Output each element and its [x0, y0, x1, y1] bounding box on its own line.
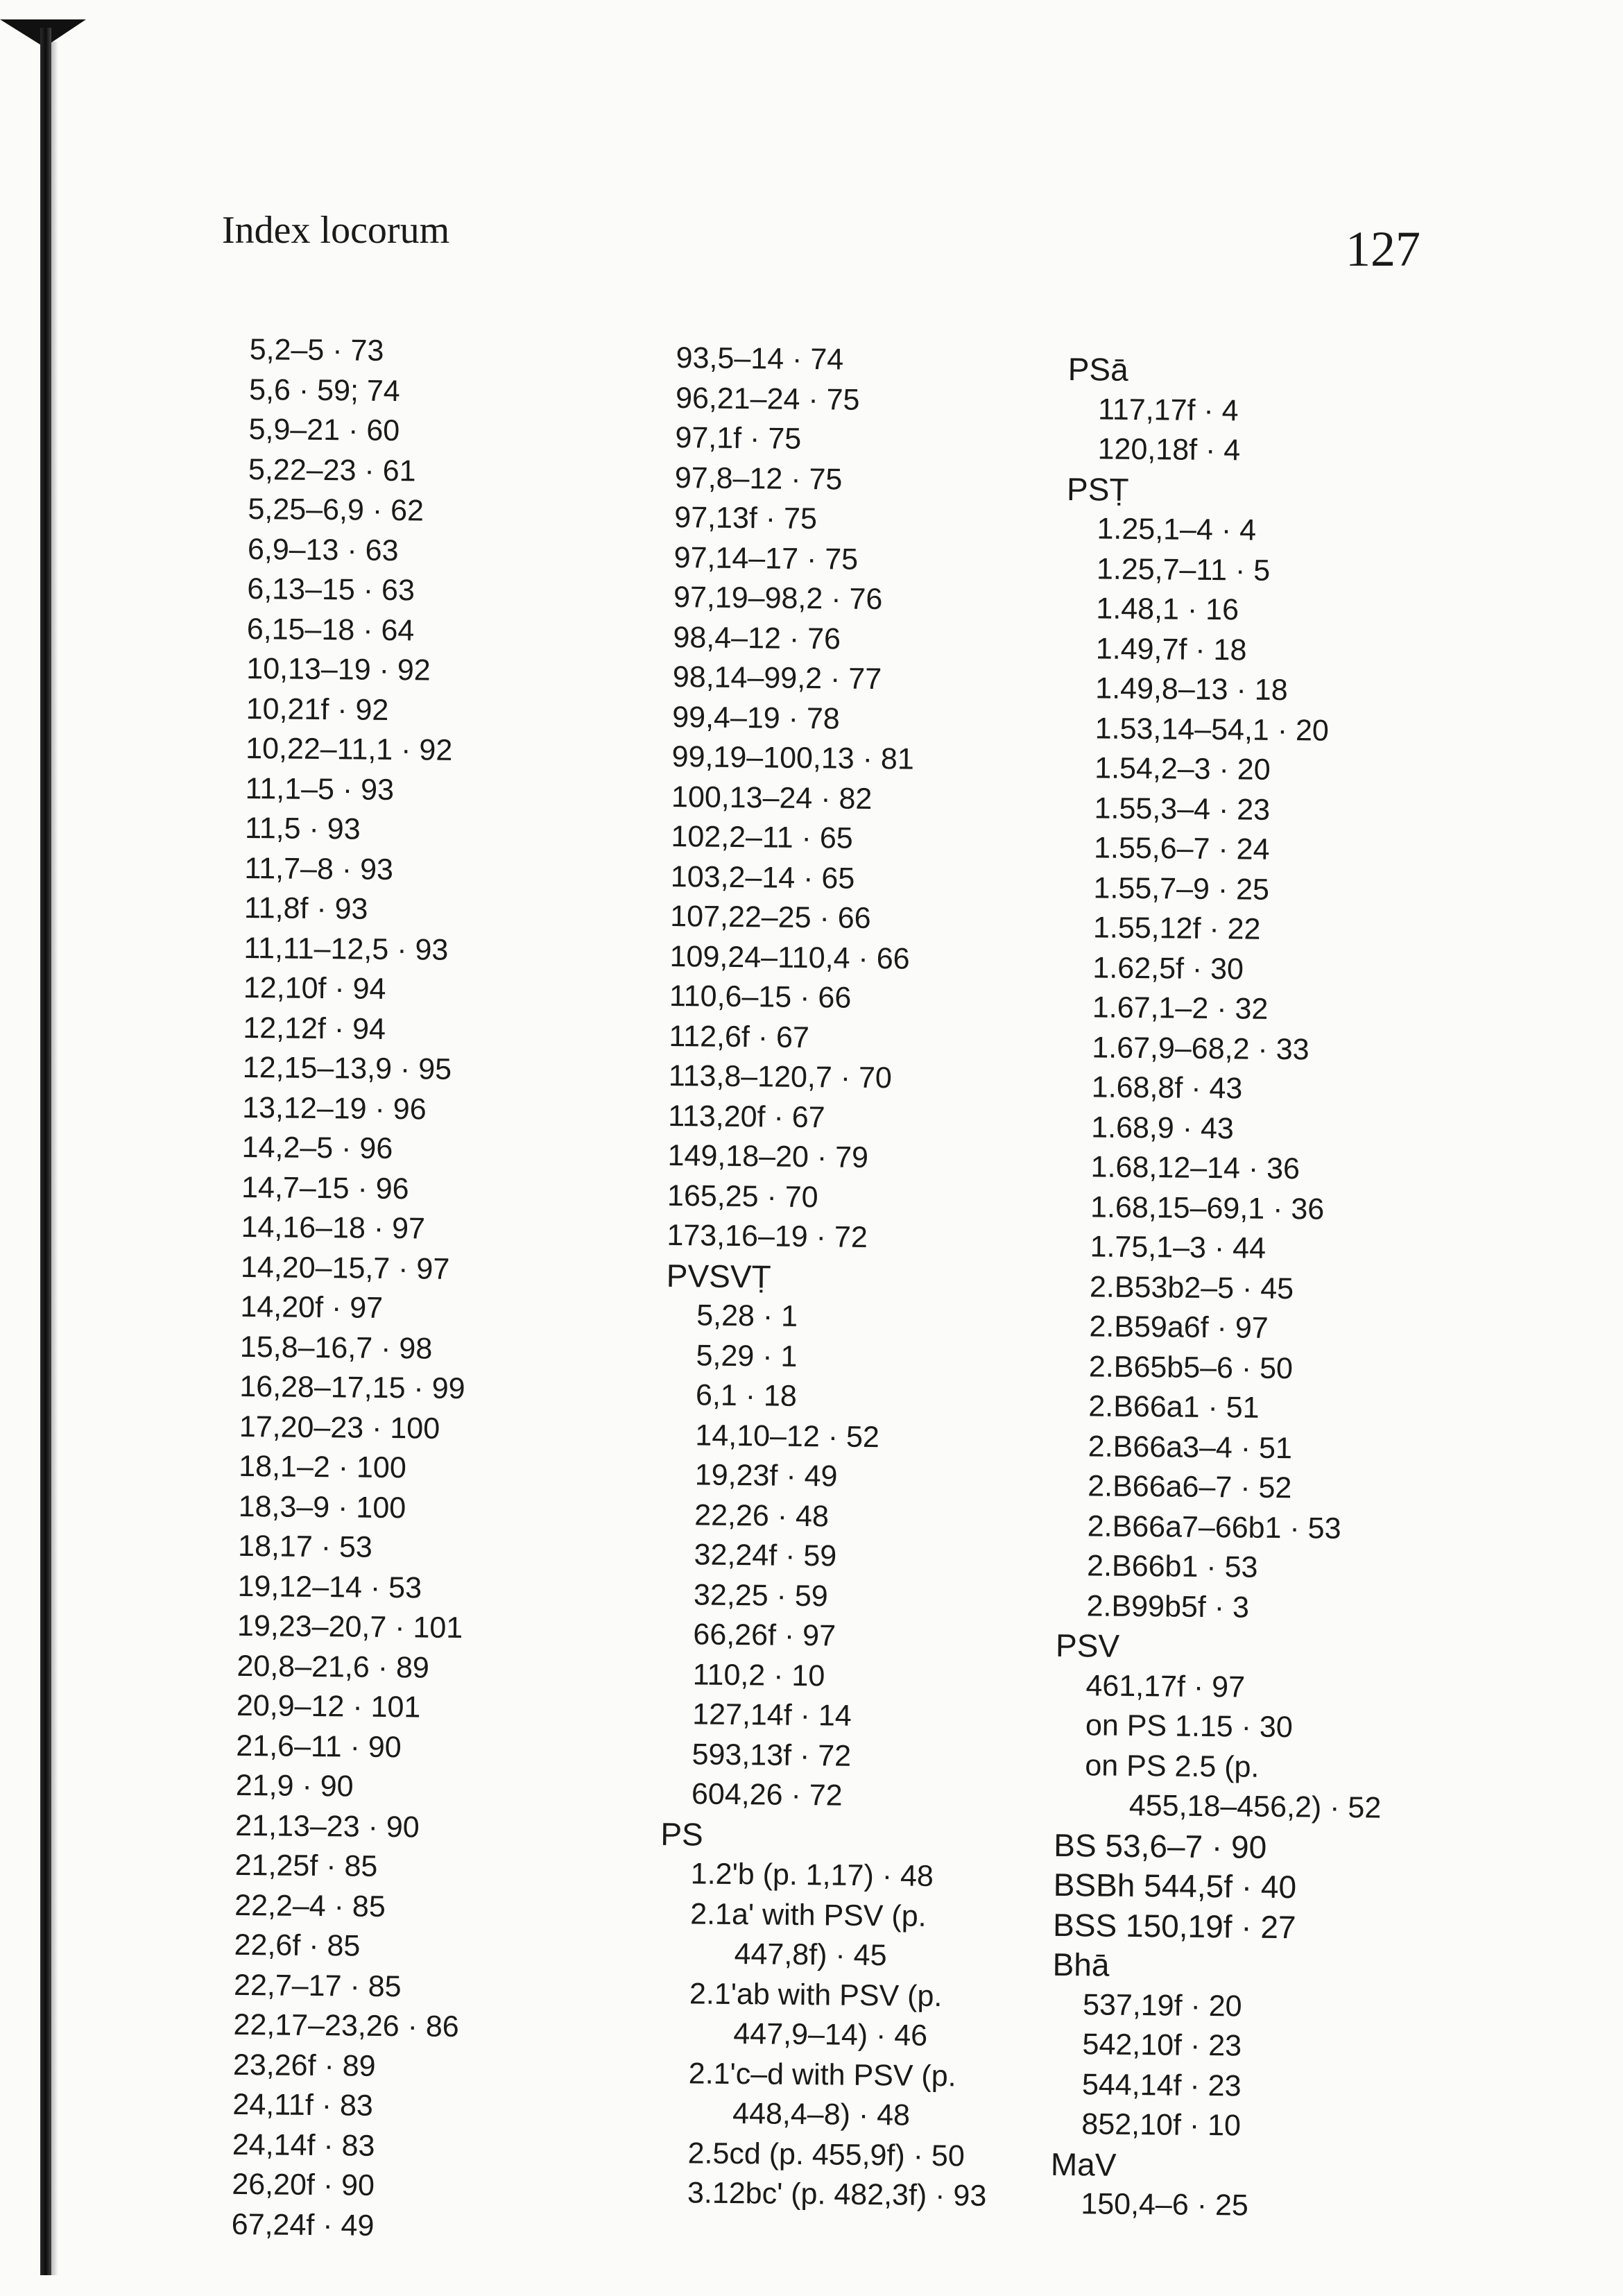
index-heading: PSṬ [1066, 470, 1129, 508]
index-entry-continuation: 448,4–8) · 48 [732, 2096, 911, 2132]
index-entry-continuation: 447,9–14) · 46 [733, 2016, 928, 2053]
index-entry: 5,6 · 59; 74 [248, 372, 400, 408]
index-entry: 98,14–99,2 · 77 [672, 660, 882, 696]
index-subentry: 593,13f · 72 [692, 1737, 852, 1773]
index-entry: 113,8–120,7 · 70 [668, 1059, 893, 1095]
index-entry: 5,2–5 · 73 [249, 332, 384, 368]
index-entry: 22,17–23,26 · 86 [233, 2007, 459, 2044]
index-heading: PSV [1055, 1627, 1120, 1664]
index-subentry: on PS 1.15 · 30 [1085, 1708, 1294, 1745]
index-entry: 21,9 · 90 [235, 1768, 354, 1804]
index-subentry: 1.49,8–13 · 18 [1095, 671, 1288, 708]
index-subentry: 1.68,9 · 43 [1091, 1110, 1235, 1145]
index-entry: 21,13–23 · 90 [235, 1808, 420, 1844]
index-subentry: 1.49,7f · 18 [1095, 631, 1247, 667]
index-entry: 97,1f · 75 [675, 420, 802, 456]
index-entry: 5,22–23 · 61 [248, 452, 416, 488]
index-subentry: 537,19f · 20 [1082, 1987, 1242, 2023]
index-entry: 18,17 · 53 [237, 1529, 373, 1564]
index-entry: 6,15–18 · 64 [246, 612, 415, 647]
index-heading: BSBh 544,5f · 40 [1053, 1866, 1297, 1905]
index-subentry: 32,24f · 59 [694, 1538, 837, 1573]
index-entry: 173,16–19 · 72 [667, 1218, 868, 1254]
index-entry: 18,3–9 · 100 [238, 1489, 406, 1525]
index-subentry: 2.B66b1 · 53 [1086, 1549, 1258, 1584]
index-heading: Bhā [1052, 1946, 1110, 1983]
index-subentry: 19,23f · 49 [694, 1458, 838, 1493]
index-entry: 107,22–25 · 66 [670, 899, 871, 935]
index-subentry: 1.48,1 · 16 [1096, 592, 1239, 627]
index-column-3 [1050, 350, 1395, 2227]
page-number: 127 [1346, 221, 1420, 277]
scan-gutter-shadow [51, 42, 58, 2275]
index-entry: 11,8f · 93 [243, 891, 368, 926]
index-entry: 67,24f · 49 [231, 2207, 375, 2243]
index-entry: 11,7–8 · 93 [244, 851, 394, 886]
index-subentry: 1.55,7–9 · 25 [1093, 871, 1270, 907]
index-entry: 109,24–110,4 · 66 [669, 939, 910, 976]
index-entry: 112,6f · 67 [669, 1019, 810, 1054]
index-entry: 21,6–11 · 90 [236, 1729, 402, 1764]
index-entry: 93,5–14 · 74 [676, 341, 844, 377]
index-entry: 12,10f · 94 [243, 970, 386, 1006]
index-subentry: 1.55,6–7 · 24 [1093, 831, 1270, 866]
index-column-1 [232, 330, 476, 2247]
index-column-2 [657, 339, 1006, 2216]
index-entry: 10,21f · 92 [246, 692, 389, 727]
index-subentry: 2.1'ab with PSV (p. [689, 1976, 943, 2013]
index-entry: 22,6f · 85 [234, 1928, 361, 1963]
index-subentry: 1.25,7–11 · 5 [1096, 551, 1271, 588]
index-subentry: 6,1 · 18 [695, 1378, 798, 1413]
index-entry-continuation: 447,8f) · 45 [734, 1937, 887, 1973]
index-entry: 18,1–2 · 100 [239, 1449, 406, 1485]
index-entry: 5,9–21 · 60 [248, 412, 400, 448]
index-entry: 14,2–5 · 96 [241, 1130, 393, 1166]
index-subentry: 544,14f · 23 [1081, 2067, 1242, 2103]
index-entry: 22,2–4 · 85 [234, 1888, 386, 1924]
index-entry: 14,20f · 97 [240, 1290, 384, 1325]
index-heading: MaV [1050, 2145, 1117, 2183]
index-subentry: 2.B65b5–6 · 50 [1088, 1349, 1294, 1385]
index-subentry: 1.68,8f · 43 [1091, 1070, 1243, 1106]
index-entry: 16,28–17,15 · 99 [239, 1369, 465, 1406]
index-entry: 97,8–12 · 75 [674, 461, 843, 497]
index-subentry: 2.B66a3–4 · 51 [1088, 1429, 1293, 1465]
scan-gutter-line [40, 28, 51, 2275]
index-entry: 100,13–24 · 82 [671, 780, 873, 816]
index-entry: 24,11f · 83 [232, 2087, 374, 2123]
index-subentry: 22,26 · 48 [694, 1498, 830, 1533]
index-heading: BS 53,6–7 · 90 [1054, 1826, 1267, 1865]
index-entry: 26,20f · 90 [232, 2167, 375, 2202]
index-subentry: 1.54,2–3 · 20 [1094, 751, 1271, 787]
index-subentry: 1.53,14–54,1 · 20 [1094, 711, 1330, 748]
index-subentry: 66,26f · 97 [693, 1618, 836, 1653]
index-entry: 14,7–15 · 96 [241, 1170, 409, 1206]
index-entry: 11,5 · 93 [244, 811, 361, 846]
index-entry: 21,25f · 85 [234, 1848, 378, 1883]
index-entry: 20,9–12 · 101 [236, 1688, 421, 1724]
index-subentry: 1.68,12–14 · 36 [1090, 1150, 1300, 1186]
index-subentry: 5,28 · 1 [696, 1299, 798, 1333]
index-subentry: 461,17f · 97 [1085, 1668, 1246, 1704]
index-entry: 102,2–11 · 65 [671, 819, 853, 855]
index-subentry: 120,18f · 4 [1097, 432, 1241, 468]
index-subentry: 150,4–6 · 25 [1081, 2187, 1249, 2222]
index-entry: 10,13–19 · 92 [246, 651, 431, 687]
index-entry: 99,4–19 · 78 [672, 700, 841, 735]
index-entry: 97,19–98,2 · 76 [673, 580, 883, 617]
index-entry: 99,19–100,13 · 81 [671, 739, 915, 776]
index-entry: 6,13–15 · 63 [247, 572, 415, 608]
index-subentry: 1.68,15–69,1 · 36 [1090, 1190, 1325, 1226]
index-entry: 10,22–11,1 · 92 [245, 731, 453, 767]
index-subentry: 604,26 · 72 [691, 1777, 843, 1813]
index-entry: 14,16–18 · 97 [241, 1210, 426, 1246]
index-subentry: 3.12bc' (p. 482,3f) · 93 [687, 2176, 987, 2213]
index-subentry: 2.B99b5f · 3 [1086, 1588, 1250, 1625]
index-subentry: 2.B66a1 · 51 [1088, 1389, 1260, 1425]
index-entry: 97,14–17 · 75 [673, 540, 859, 576]
index-subentry: 2.5cd (p. 455,9f) · 50 [687, 2136, 965, 2173]
index-entry: 17,20–23 · 100 [239, 1410, 440, 1446]
index-entry: 15,8–16,7 · 98 [239, 1330, 433, 1366]
index-subentry: 2.1'c–d with PSV (p. [688, 2056, 956, 2093]
index-entry: 20,8–21,6 · 89 [237, 1649, 430, 1685]
index-entry: 14,20–15,7 · 97 [240, 1250, 450, 1286]
index-subentry: 1.67,9–68,2 · 33 [1092, 1030, 1309, 1066]
index-entry: 12,15–13,9 · 95 [242, 1050, 452, 1086]
index-entry: 22,7–17 · 85 [233, 1968, 402, 2003]
index-entry: 98,4–12 · 76 [673, 620, 841, 656]
index-entry: 11,1–5 · 93 [245, 771, 395, 807]
index-subentry: on PS 2.5 (p. [1085, 1748, 1260, 1784]
index-entry-continuation: 455,18–456,2) · 52 [1128, 1788, 1382, 1825]
index-subentry: 1.2'b (p. 1,17) · 48 [690, 1857, 934, 1894]
index-subentry: 1.75,1–3 · 44 [1090, 1230, 1266, 1265]
index-entry: 12,12f · 94 [243, 1011, 386, 1046]
index-subentry: 2.B59a6f · 97 [1089, 1310, 1269, 1345]
running-head: Index locorum [222, 209, 450, 252]
index-subentry: 2.1a' with PSV (p. [689, 1896, 927, 1933]
index-subentry: 110,2 · 10 [692, 1657, 825, 1693]
index-subentry: 14,10–12 · 52 [695, 1418, 880, 1454]
index-subentry: 1.25,1–4 · 4 [1097, 512, 1257, 547]
index-entry: 5,25–6,9 · 62 [248, 492, 424, 528]
index-subentry: 2.B66a6–7 · 52 [1088, 1469, 1292, 1505]
index-entry: 11,11–12,5 · 93 [243, 931, 449, 967]
index-entry: 113,20f · 67 [668, 1099, 825, 1134]
index-subentry: 117,17f · 4 [1097, 392, 1239, 427]
index-entry: 6,9–13 · 63 [247, 532, 399, 567]
index-subentry: 852,10f · 10 [1081, 2107, 1242, 2143]
index-entry: 110,6–15 · 66 [669, 979, 852, 1015]
index-entry: 13,12–19 · 96 [242, 1090, 427, 1126]
index-entry: 96,21–24 · 75 [675, 381, 860, 417]
index-heading: PS [660, 1815, 704, 1853]
index-entry: 165,25 · 70 [667, 1179, 818, 1214]
index-subentry: 127,14f · 14 [692, 1697, 852, 1733]
index-entry: 19,12–14 · 53 [237, 1569, 422, 1604]
index-subentry: 5,29 · 1 [696, 1338, 798, 1373]
index-subentry: 1.67,1–2 · 32 [1092, 991, 1269, 1026]
index-subentry: 542,10f · 23 [1082, 2028, 1242, 2063]
index-subentry: 2.B53b2–5 · 45 [1089, 1269, 1294, 1305]
index-heading: PSā [1067, 350, 1128, 388]
index-subentry: 1.62,5f · 30 [1092, 950, 1244, 986]
index-entry: 103,2–14 · 65 [670, 859, 855, 896]
index-entry: 19,23–20,7 · 101 [237, 1609, 463, 1645]
index-subentry: 1.55,3–4 · 23 [1094, 791, 1271, 827]
index-subentry: 2.B66a7–66b1 · 53 [1087, 1509, 1341, 1545]
index-subentry: 1.55,12f · 22 [1092, 911, 1261, 946]
index-heading: PVSVṬ [666, 1257, 771, 1295]
index-entry: 149,18–20 · 79 [667, 1138, 869, 1174]
index-entry: 24,14f · 83 [232, 2127, 375, 2163]
index-heading: BSS 150,19f · 27 [1052, 1906, 1296, 1945]
index-subentry: 32,25 · 59 [693, 1577, 828, 1613]
index-entry: 97,13f · 75 [674, 500, 818, 536]
index-entry: 23,26f · 89 [232, 2048, 376, 2083]
